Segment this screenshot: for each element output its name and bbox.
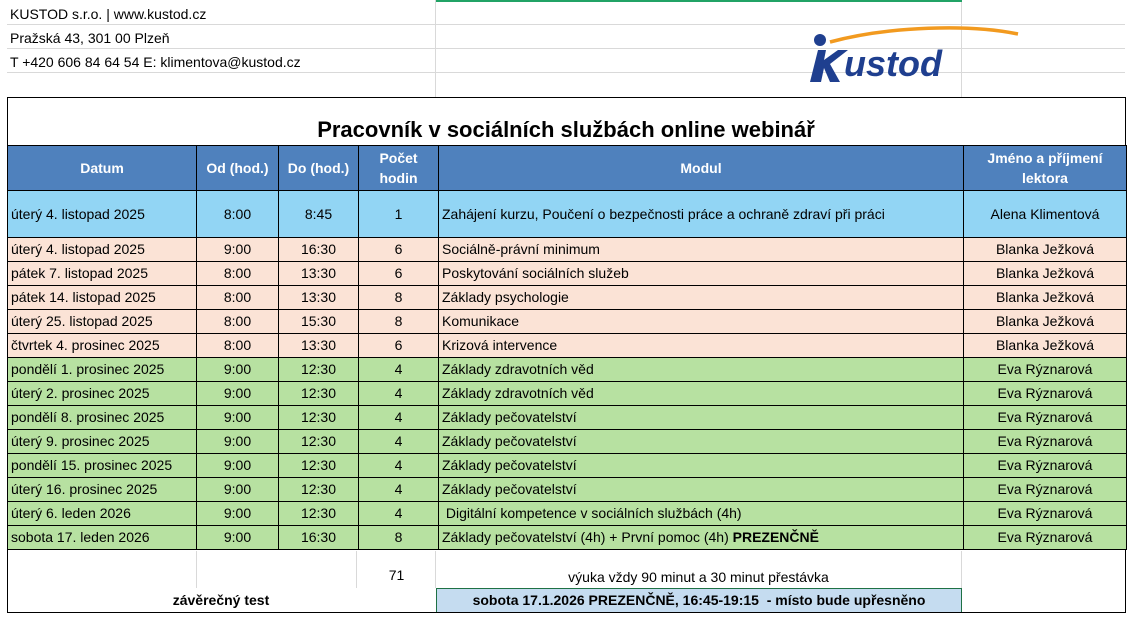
table-header-row	[8, 146, 1127, 191]
cell-do: 15:30	[279, 310, 359, 334]
final-test-label: závěrečný test	[172, 592, 270, 608]
cell-lektor: Blanka Ježková	[964, 334, 1127, 358]
cell-modul: Základy psychologie	[439, 286, 964, 310]
cell-od: 9:00	[197, 358, 279, 382]
table-row	[8, 310, 1127, 334]
cell-lektor: Eva Rýznarová	[964, 502, 1127, 526]
cell-pocet: 4	[359, 478, 439, 502]
cell-datum: pátek 14. listopad 2025	[8, 286, 197, 310]
cell-od: 8:00	[197, 334, 279, 358]
cell-pocet: 6	[359, 238, 439, 262]
cell-datum: čtvrtek 4. prosinec 2025	[8, 334, 197, 358]
final-test-info[interactable]: sobota 17.1.2026 PREZENČNĚ, 16:45-19:15 - místo bude upřesněno	[436, 588, 962, 613]
table-row	[8, 286, 1127, 310]
cell-od: 8:00	[197, 191, 279, 238]
cell-datum: pondělí 1. prosinec 2025	[8, 358, 197, 382]
cell-pocet: 4	[359, 502, 439, 526]
cell-modul: Základy pečovatelství	[439, 406, 964, 430]
cell-do: 12:30	[279, 454, 359, 478]
cell-pocet: 8	[359, 286, 439, 310]
cell-pocet: 1	[359, 191, 439, 238]
table-row	[8, 406, 1127, 430]
cell-lektor: Blanka Ježková	[964, 262, 1127, 286]
cell-modul: Digitální kompetence v sociálních službách (4h)	[439, 502, 964, 526]
cell-od: 9:00	[197, 502, 279, 526]
cell-lektor: Eva Rýznarová	[964, 382, 1127, 406]
cell-do: 13:30	[279, 262, 359, 286]
cell-do: 13:30	[279, 286, 359, 310]
cell-do: 12:30	[279, 358, 359, 382]
col-header-modul: Modul	[439, 146, 964, 191]
cell-do: 8:45	[279, 191, 359, 238]
table-row	[8, 502, 1127, 526]
cell-lektor: Eva Rýznarová	[964, 430, 1127, 454]
cell-modul: Krizová intervence	[439, 334, 964, 358]
table-row	[8, 358, 1127, 382]
col-header-od: Od (hod.)	[197, 146, 279, 191]
cell-od: 8:00	[197, 262, 279, 286]
cell-datum: sobota 17. leden 2026	[8, 526, 197, 550]
cell-datum: úterý 9. prosinec 2025	[8, 430, 197, 454]
cell-od: 9:00	[197, 406, 279, 430]
col-header-pocet: Počet hodin	[359, 146, 439, 191]
kustod-logo	[800, 24, 1022, 88]
cell-modul: Základy pečovatelství	[439, 454, 964, 478]
contact-line: T +420 606 84 64 54 E: klimentova@kustod.cz	[10, 54, 301, 70]
cell-lektor: Alena Klimentová	[964, 191, 1127, 238]
table-row	[8, 526, 1127, 550]
col-header-lektor: Jméno a příjmení lektora	[964, 146, 1127, 191]
cell-modul: Zahájení kurzu, Poučení o bezpečnosti práce a ochraně zdraví při práci	[439, 191, 964, 238]
table-row	[8, 191, 1127, 238]
address-line: Pražská 43, 301 00 Plzeň	[10, 30, 170, 46]
cell-lektor: Blanka Ježková	[964, 310, 1127, 334]
cell-do: 12:30	[279, 478, 359, 502]
total-hours: 71	[388, 567, 405, 583]
cell-lektor: Eva Rýznarová	[964, 406, 1127, 430]
cell-datum: pátek 7. listopad 2025	[8, 262, 197, 286]
cell-do: 12:30	[279, 502, 359, 526]
cell-lektor: Eva Rýznarová	[964, 454, 1127, 478]
cell-pocet: 4	[359, 358, 439, 382]
cell-datum: úterý 4. listopad 2025	[8, 238, 197, 262]
cell-do: 13:30	[279, 334, 359, 358]
modul-bold-text: PREZENČNĚ	[732, 529, 819, 545]
table-row	[8, 334, 1127, 358]
cell-datum: úterý 6. leden 2026	[8, 502, 197, 526]
cell-pocet: 8	[359, 310, 439, 334]
cell-pocet: 4	[359, 430, 439, 454]
table-row	[8, 478, 1127, 502]
cell-modul: Sociálně-právní minimum	[439, 238, 964, 262]
cell-do: 12:30	[279, 430, 359, 454]
cell-do: 12:30	[279, 382, 359, 406]
cell-pocet: 6	[359, 262, 439, 286]
table-row	[8, 382, 1127, 406]
cell-modul: Základy pečovatelství	[439, 430, 964, 454]
cell-lektor: Blanka Ježková	[964, 286, 1127, 310]
cell-lektor: Blanka Ježková	[964, 238, 1127, 262]
cell-od: 9:00	[197, 382, 279, 406]
cell-modul	[439, 526, 964, 550]
cell-pocet: 4	[359, 406, 439, 430]
cell-od: 8:00	[197, 286, 279, 310]
col-header-do: Do (hod.)	[279, 146, 359, 191]
cell-modul: Komunikace	[439, 310, 964, 334]
modul-text: Základy pečovatelství (4h) + První pomoc (4h)	[442, 529, 733, 545]
cell-datum: úterý 4. listopad 2025	[8, 191, 197, 238]
cell-datum: úterý 2. prosinec 2025	[8, 382, 197, 406]
lesson-note: výuka vždy 90 minut a 30 minut přestávka	[568, 569, 829, 585]
cell-do: 12:30	[279, 406, 359, 430]
cell-od: 9:00	[197, 238, 279, 262]
cell-pocet: 6	[359, 334, 439, 358]
cell-modul: Poskytování sociálních služeb	[439, 262, 964, 286]
cell-datum: pondělí 8. prosinec 2025	[8, 406, 197, 430]
schedule-table	[7, 145, 1127, 550]
cell-selection-edge	[436, 0, 962, 2]
cell-modul: Základy pečovatelství	[439, 478, 964, 502]
cell-datum: úterý 25. listopad 2025	[8, 310, 197, 334]
table-row	[8, 238, 1127, 262]
cell-od: 8:00	[197, 310, 279, 334]
cell-lektor: Eva Rýznarová	[964, 358, 1127, 382]
cell-datum: pondělí 15. prosinec 2025	[8, 454, 197, 478]
cell-pocet: 8	[359, 526, 439, 550]
cell-lektor: Eva Rýznarová	[964, 478, 1127, 502]
col-header-datum: Datum	[8, 146, 197, 191]
cell-pocet: 4	[359, 454, 439, 478]
cell-do: 16:30	[279, 526, 359, 550]
cell-pocet: 4	[359, 382, 439, 406]
cell-datum: úterý 16. prosinec 2025	[8, 478, 197, 502]
company-line: KUSTOD s.r.o. | www.kustod.cz	[10, 6, 207, 22]
page-title: Pracovník v sociálních službách online webinář	[317, 117, 815, 142]
cell-modul: Základy zdravotních věd	[439, 382, 964, 406]
cell-od: 9:00	[197, 526, 279, 550]
svg-text:ustod: ustod	[844, 43, 942, 84]
table-row	[8, 262, 1127, 286]
cell-od: 9:00	[197, 454, 279, 478]
cell-do: 16:30	[279, 238, 359, 262]
table-row	[8, 430, 1127, 454]
cell-od: 9:00	[197, 430, 279, 454]
cell-od: 9:00	[197, 478, 279, 502]
table-row	[8, 454, 1127, 478]
cell-modul: Základy zdravotních věd	[439, 358, 964, 382]
cell-lektor: Eva Rýznarová	[964, 526, 1127, 550]
